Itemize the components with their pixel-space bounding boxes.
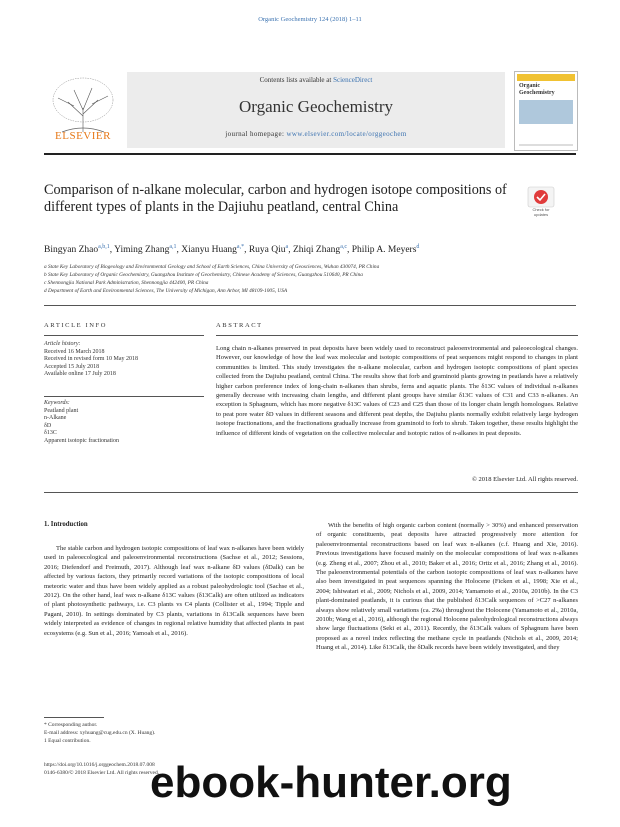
footnote-rule: [44, 717, 104, 718]
crossmark-badge[interactable]: [527, 186, 555, 218]
history-item: Available online 17 July 2018: [44, 371, 116, 378]
keyword: n-Alkane: [44, 415, 67, 422]
affiliation-rule: [44, 305, 576, 306]
cover-top-band: [517, 74, 575, 81]
abstract-bottom-rule: [44, 492, 578, 493]
affiliation: d Department of Earth and Environmental Sciences, The University of Michigan, Ann Arbor, MI 48109-1005, USA: [44, 288, 288, 294]
history-label: Article history:: [44, 341, 81, 347]
author-list: Bingyan Zhao$^{a,b,1}$, Yiming Zhang$^{a,1}$, Xianyu Huang$^{a,*}$, Ruya Qiu$^a$, Zhiqi Zhang$^{a,c}$, Philip A. Meyers$^d$: [44, 244, 420, 256]
author[interactable]: Ruya Qiu$^a$: [248, 244, 289, 256]
keyword: δ13C: [44, 430, 57, 437]
article-info-rule: [44, 335, 204, 336]
abstract-copyright: © 2018 Elsevier Ltd. All rights reserved.: [471, 476, 578, 483]
author[interactable]: Philip A. Meyers$^d$: [351, 244, 420, 256]
publisher-name: ELSEVIER: [55, 130, 111, 142]
author[interactable]: Xianyu Huang$^{a,*}$: [181, 244, 245, 256]
author[interactable]: Yiming Zhang$^{a,1}$: [114, 244, 177, 256]
footnote-email[interactable]: E-mail address: xyhuang@cug.edu.cn (X. Huang).: [44, 730, 156, 736]
abstract-text: Long chain n-alkanes preserved in peat deposits have been widely used to reconstruct paleoenvironmental and paleoecological changes. However, our knowledge of how the leaf wax molecular and isotopic compositions of peat sequences might respond to changes in plant communities is limited. This study investigates the n-alkane molecular, carbon and hydrogen isotopic compositions of plant species collected from the Dajiuhu peatland, central China. The results show that forb and graminoid plants growing in peatlands have a relatively higher carbon preference index of long-chain n-alkanes than shrubs, ferns and aquatic plants. The δ13C values of individual n-alkanes generally decrease with increasing chain lengths, and different plant groups have similar δ13C values of C31 and C33 n-alkanes. An exception is Sphagnum, which has more negative δ13C values of C23 and C25 than those of its longer chain length homologues. Relative to peat pore water δD values in different seasons and different peat depths, the Dajiuhu plants normally exhibit relatively large hydrogen isotope fractionations, and the fractionations gradually increase from graminoid to forb to shrub. Taken together, these results highlight the influence of different kinds of vegetation on the collective molecular and isotopic ratios of n-alkanes in peat deposits.: [216, 345, 578, 437]
abstract-rule: [216, 335, 578, 336]
keyword: Apparent isotopic fractionation: [44, 437, 119, 444]
intro-left-column: The stable carbon and hydrogen isotopic compositions of leaf wax n-alkanes have been widely used in paleoecological and paleoenvironmental reconstructions (Sachse et al., 2012; Sessions, 2016; Diefendorf and Freimuth, 2017). Although leaf wax n-alkane δD values (δDalk) can be affected by various factors, they primarily record variations of the isotopic compositions of local meteoric water and thus have been widely applied as a robust paleohydrologic tool (Sachse et al., 2012). On the other hand, leaf wax n-alkane δ13C values (δ13Calk) are often utilized as indicators of plant photosynthetic pathways, i.e. C3 plants vs C4 plants (Collister et al., 1994; Tipple and Pagani, 2010). In settings dominated by C3 plants, variations in δ13Calk sequences have been widely interpreted as evidence of changes in regional relative humidity that affected plants in past ecosystems (e.g. Sun et al., 2016; Yamoah et al., 2016).: [44, 545, 304, 637]
cover-title: Organic Geochemistry: [519, 83, 555, 96]
crossmark-label: Check for updates: [532, 207, 550, 217]
article-history: [44, 341, 204, 379]
author[interactable]: Bingyan Zhao$^{a,b,1}$: [44, 244, 110, 256]
author[interactable]: Zhiqi Zhang$^{a,c}$: [292, 244, 348, 256]
article-info-heading: ARTICLE INFO: [44, 322, 108, 329]
crossmark-icon: [527, 186, 555, 208]
sciencedirect-link[interactable]: ScienceDirect: [333, 76, 373, 84]
issn-line: 0146-6380/© 2018 Elsevier Ltd. All rights reserved.: [44, 770, 160, 776]
article-title: Comparison of n-alkane molecular, carbon and hydrogen isotope compositions of different types of plants in the Dajiuhu peatland, central China: [44, 182, 507, 215]
keywords: [44, 400, 204, 446]
affiliation: b State Key Laboratory of Organic Geochemistry, Guangzhou Institute of Geochemistry, Chinese Academy of Sciences, Guangzhou 510640, PR China: [44, 272, 363, 278]
keyword: δD: [44, 422, 52, 429]
cover-bottom-bar: [519, 144, 573, 146]
cover-image: [519, 100, 573, 124]
contents-line: Contents lists available at ScienceDirect: [259, 76, 373, 84]
history-item: Accepted 15 July 2018: [44, 363, 100, 370]
footnote-equal: 1 Equal contribution.: [44, 738, 91, 744]
keywords-label: Keywords:: [44, 400, 70, 406]
header-rule: [44, 153, 576, 155]
journal-citation[interactable]: Organic Geochemistry 124 (2018) 1–11: [258, 16, 362, 23]
section-heading: 1. Introduction: [44, 521, 88, 528]
doi-link[interactable]: https://doi.org/10.1016/j.orggeochem.2018.07.008: [44, 762, 155, 768]
footnote-corresponding: * Corresponding author.: [44, 722, 98, 728]
journal-title: Organic Geochemistry: [238, 97, 394, 116]
abstract-heading: ABSTRACT: [216, 322, 263, 329]
elsevier-logo: [44, 72, 122, 148]
keyword: Peatland plant: [44, 407, 79, 414]
history-item: Received 16 March 2018: [44, 348, 105, 355]
journal-homepage: journal homepage: www.elsevier.com/locate/orggeochem: [225, 130, 407, 138]
keywords-rule: [44, 396, 204, 397]
history-item: Received in revised form 10 May 2018: [44, 356, 138, 363]
watermark: ebook-hunter.org: [150, 758, 512, 807]
affiliation: c Shennongjia National Park Administration, Shennongjia 442400, PR China: [44, 280, 209, 286]
intro-right-column: With the benefits of high organic carbon content (normally > 30%) and enhanced preservation of organic constituents, peat deposits have attracted progressively more attention for paleoenvironmental reconstructions based on leaf wax n-alkanes (c.f. Huang and Xie, 2016). Previous investigations have focused mainly on the molecular compositions of leaf wax n-alkanes (e.g. Zheng et al., 2007; Zhou et al., 2010; Baker et al., 2016; Ortiz et al., 2016; Zhang et al., 2016). The paleoenvironmental potentials of the carbon isotopic compositions of leaf wax n-alkanes have also been investigated in peat sequences spanning the Holocene (Ficken et al., 1998; Xie et al., 2004; Ishiwatari et al., 2009; Nichols et al., 2009, 2014; Yamamoto et al., 2010a, 2010b). In the C3 plant-dominated peatlands, it is curious that the published δ13Calk sequences of >C27 n-alkanes always show relatively small variations (ca. 2‰) throughout the Holocene (Yamamoto et al., 2010a, 2010b; Wang et al., 2016), although the regional Holocene paleohydrological reconstructions always show large fluctuations (Seki et al., 2011). Recently, the δ13Calk values of Sphagnum have been proposed as a novel index reflecting the methane cycle in peatlands (Nichols et al., 2009, 2014; Huang et al., 2014). Like δ13Calk, the δDalk records have been widely investigated, and they: [316, 522, 578, 652]
affiliation: a State Key Laboratory of Biogeology and Environmental Geology and School of Earth Sciences, China University of Geosciences, Wuhan 430074, PR China: [44, 264, 380, 270]
journal-cover: [514, 71, 578, 151]
homepage-link[interactable]: www.elsevier.com/locate/orggeochem: [286, 130, 407, 138]
